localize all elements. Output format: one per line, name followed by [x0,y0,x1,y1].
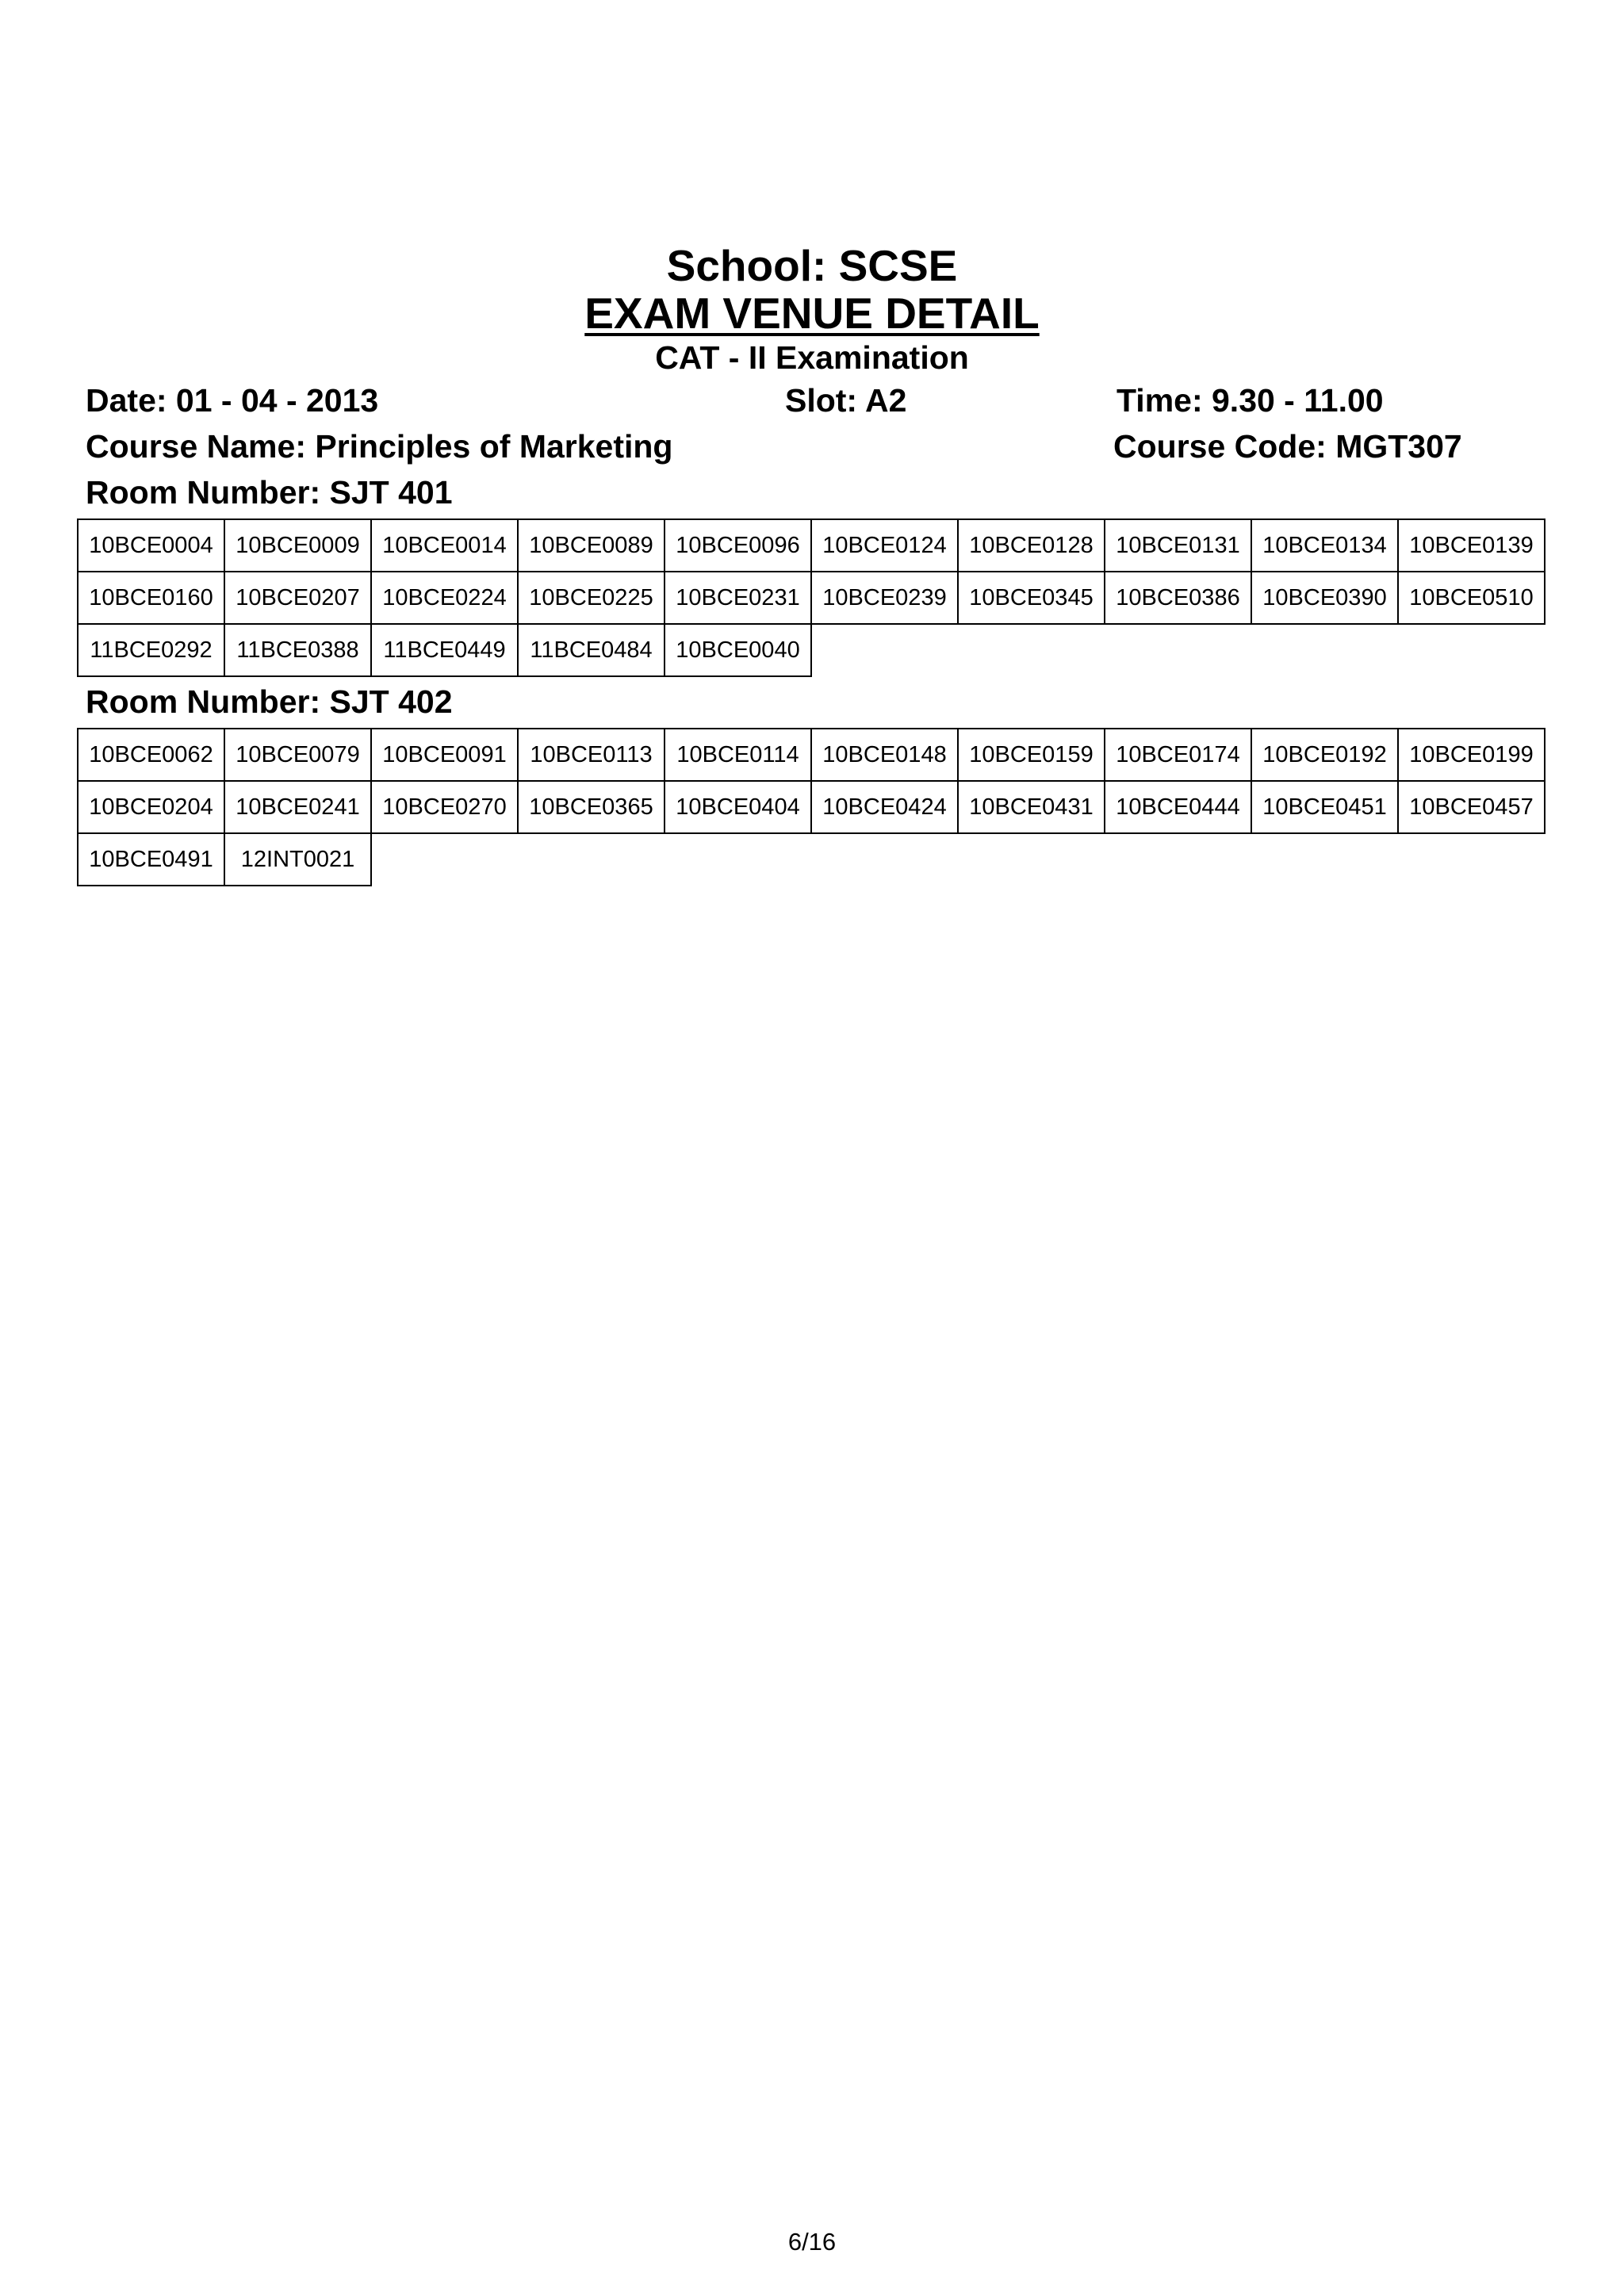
student-id-cell: 10BCE0241 [224,781,371,833]
student-id-cell: 10BCE0365 [518,781,665,833]
student-id-cell: 10BCE0040 [665,624,811,676]
course-name: Course Name: Principles of Marketing [86,428,673,465]
student-id-cell: 10BCE0404 [665,781,811,833]
student-id-cell: 10BCE0079 [224,729,371,781]
student-id-cell: 12INT0021 [224,833,371,886]
student-id-cell: 11BCE0292 [78,624,224,676]
table-row [78,624,1545,676]
empty-cell [958,624,1105,676]
student-id-cell: 10BCE0457 [1398,781,1545,833]
student-id-cell: 10BCE0270 [371,781,518,833]
student-id-cell: 10BCE0159 [958,729,1105,781]
student-id-cell: 10BCE0199 [1398,729,1545,781]
student-id-cell: 11BCE0388 [224,624,371,676]
exam-name: CAT - II Examination [655,339,969,376]
empty-cell [518,833,665,886]
student-id-cell: 10BCE0128 [958,519,1105,572]
table-row [78,781,1545,833]
student-id-cell: 10BCE0062 [78,729,224,781]
empty-cell [665,833,811,886]
course-code: Course Code: MGT307 [1113,428,1462,465]
empty-cell [1105,624,1251,676]
table-row [78,572,1545,624]
student-id-cell: 10BCE0114 [665,729,811,781]
table-row [78,833,1545,886]
table-row [78,519,1545,572]
student-id-cell: 10BCE0160 [78,572,224,624]
exam-time: Time: 9.30 - 11.00 [1116,382,1384,419]
empty-cell [1398,833,1545,886]
room-roster-sjt-401 [77,519,1545,677]
empty-cell [811,833,958,886]
student-id-cell: 10BCE0009 [224,519,371,572]
document-title: EXAM VENUE DETAIL [584,289,1040,338]
student-id-cell: 10BCE0239 [811,572,958,624]
table-row [78,729,1545,781]
student-id-cell: 10BCE0124 [811,519,958,572]
exam-slot: Slot: A2 [785,382,907,419]
student-id-cell: 10BCE0134 [1251,519,1398,572]
student-id-cell: 10BCE0096 [665,519,811,572]
student-id-cell: 10BCE0113 [518,729,665,781]
student-id-cell: 10BCE0004 [78,519,224,572]
student-id-cell: 10BCE0451 [1251,781,1398,833]
student-id-cell: 10BCE0386 [1105,572,1251,624]
empty-cell [958,833,1105,886]
student-id-cell: 10BCE0174 [1105,729,1251,781]
student-id-cell: 10BCE0225 [518,572,665,624]
student-id-cell: 10BCE0192 [1251,729,1398,781]
student-id-cell: 10BCE0510 [1398,572,1545,624]
student-id-cell: 10BCE0491 [78,833,224,886]
room-roster-sjt-402 [77,728,1545,886]
school-name: School: SCSE [666,241,958,290]
exam-date: Date: 01 - 04 - 2013 [86,382,379,419]
student-id-cell: 10BCE0444 [1105,781,1251,833]
student-id-cell: 10BCE0204 [78,781,224,833]
room-heading-sjt-401: Room Number: SJT 401 [86,474,453,511]
student-id-cell: 11BCE0484 [518,624,665,676]
student-id-cell: 10BCE0014 [371,519,518,572]
student-id-cell: 10BCE0139 [1398,519,1545,572]
student-id-cell: 11BCE0449 [371,624,518,676]
student-id-cell: 10BCE0424 [811,781,958,833]
student-id-cell: 10BCE0148 [811,729,958,781]
room-heading-sjt-402: Room Number: SJT 402 [86,683,453,720]
student-id-cell: 10BCE0224 [371,572,518,624]
empty-cell [1251,833,1398,886]
empty-cell [1251,624,1398,676]
student-id-cell: 10BCE0390 [1251,572,1398,624]
empty-cell [1105,833,1251,886]
student-id-cell: 10BCE0131 [1105,519,1251,572]
student-id-cell: 10BCE0091 [371,729,518,781]
student-id-cell: 10BCE0207 [224,572,371,624]
student-id-cell: 10BCE0345 [958,572,1105,624]
page-number: 6/16 [787,2228,837,2256]
student-id-cell: 10BCE0089 [518,519,665,572]
empty-cell [1398,624,1545,676]
student-id-cell: 10BCE0231 [665,572,811,624]
student-id-cell: 10BCE0431 [958,781,1105,833]
empty-cell [811,624,958,676]
empty-cell [371,833,518,886]
